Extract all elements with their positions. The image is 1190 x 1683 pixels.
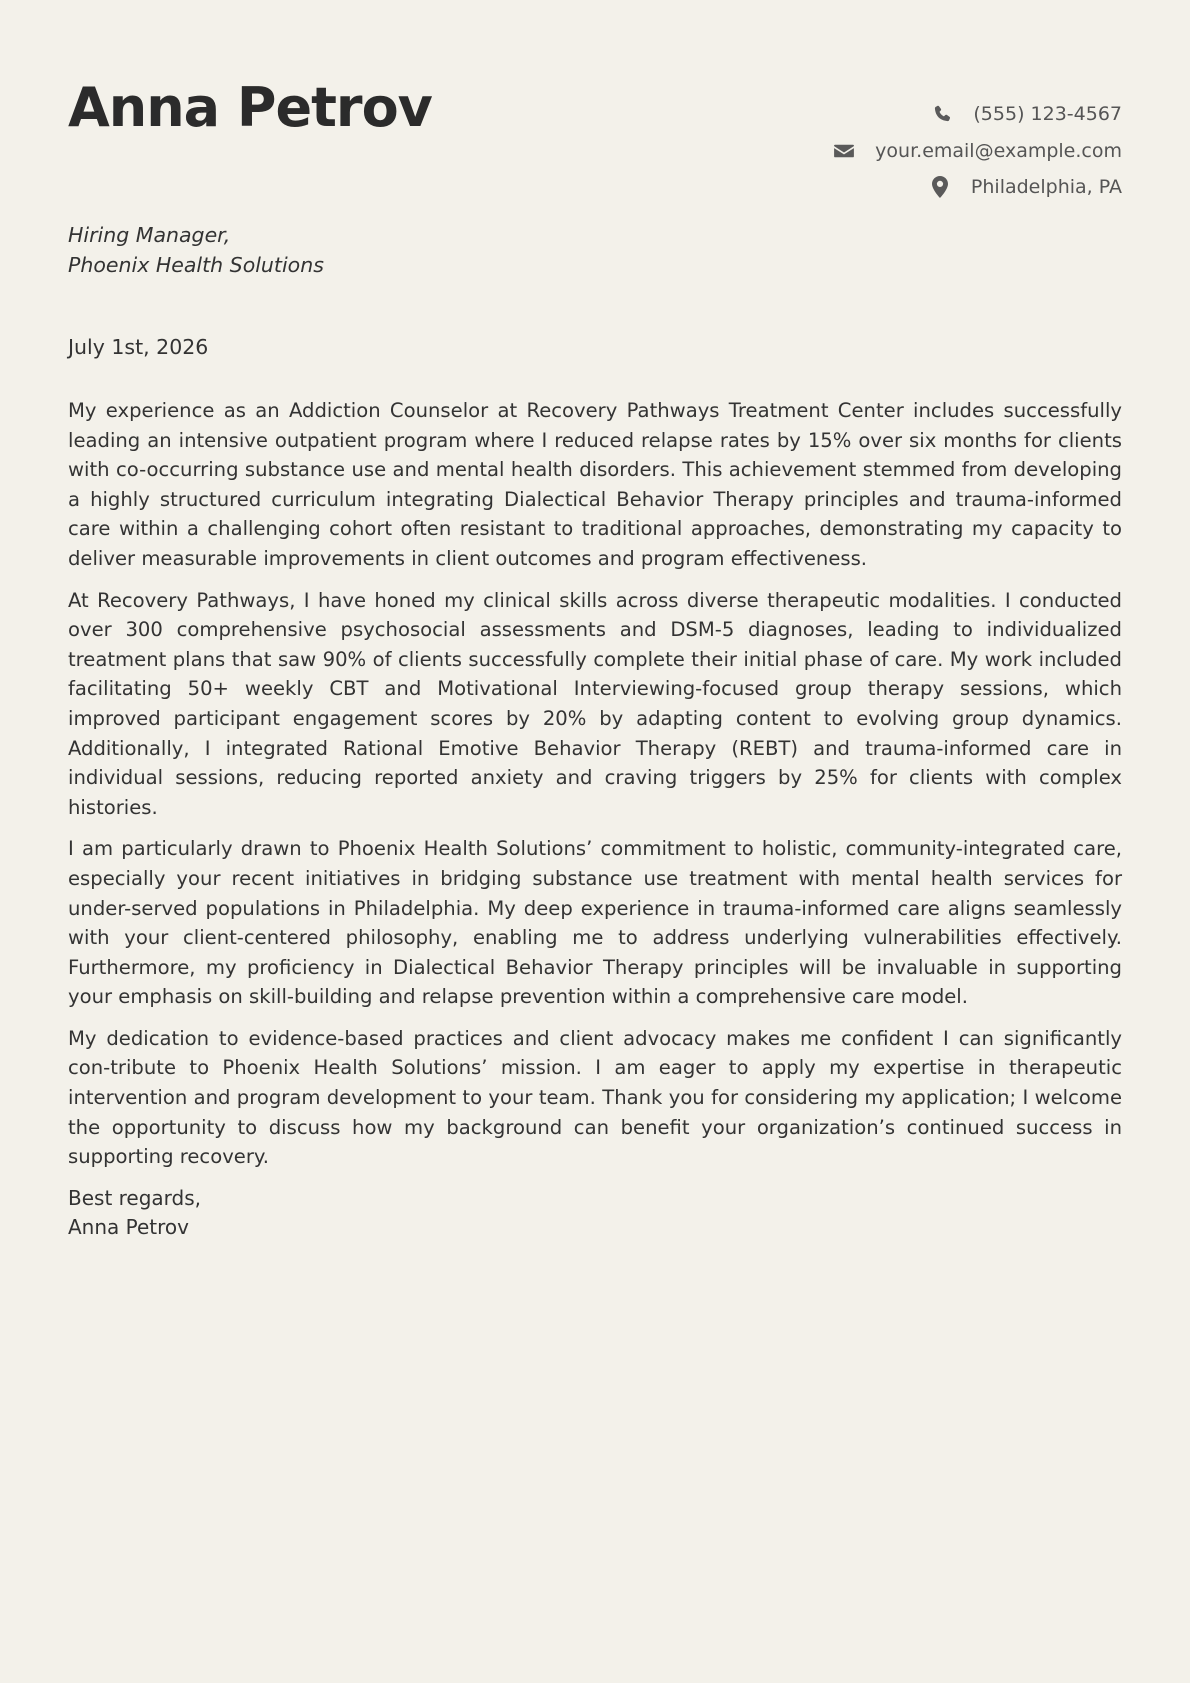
contact-phone: (555) 123-4567	[973, 103, 1122, 126]
contact-email: your.email@example.com	[875, 139, 1122, 162]
letter-header	[68, 0, 1122, 200]
contact-location: Philadelphia, PA	[970, 176, 1122, 199]
body-paragraph: My experience as an Addiction Counselor at Recovery Pathways Treatment Center includes successfully leading an intensive outpatient program where I reduced relapse rates by 15% over six months for clients with co-occurring substance use and mental health disorders. This achievement stemmed from developing a highly structured curriculum integrating Dialectical Behavior Therapy principles and trauma-informed care within a challenging cohort often resistant to traditional approaches, demonstrating my capacity to deliver measurable improvements in client outcomes and program effectiveness.	[68, 399, 1122, 570]
contact-location-row	[833, 169, 1122, 206]
applicant-name: Anna Petrov	[68, 76, 432, 139]
closing-signature: Anna Petrov	[68, 1215, 189, 1240]
letter-closing	[68, 1184, 1122, 1243]
closing-salutation: Best regards,	[68, 1185, 202, 1210]
contact-info	[833, 96, 1122, 206]
letter-body	[68, 396, 1122, 1243]
letter-date: July 1st, 2026	[68, 335, 209, 359]
recipient-company: Phoenix Health Solutions	[68, 253, 324, 277]
phone-icon	[931, 103, 953, 125]
envelope-icon	[833, 140, 855, 162]
recipient-title: Hiring Manager,	[68, 223, 231, 247]
body-paragraph: At Recovery Pathways, I have honed my clinical skills across diverse therapeutic modalities. I conducted over 300 comprehensive psychosocial assessments and DSM-5 diagnoses, leading to individualized treatment plans that saw 90% of clients successfully complete their initial phase of care. My work included facilitating 50+ weekly CBT and Motivational Interviewing-focused group therapy sessions, which improved participant engagement scores by 20% by adapting content to evolving group dynamics. Additionally, I integrated Rational Emotive Behavior Therapy (REBT) and trauma-informed care in individual sessions, reducing reported anxiety and craving triggers by 25% for clients with complex histories.	[68, 588, 1122, 819]
map-pin-icon	[929, 176, 951, 198]
recipient-block	[68, 220, 324, 280]
contact-email-row	[833, 133, 1122, 170]
contact-phone-row	[833, 96, 1122, 133]
body-paragraph: I am particularly drawn to Phoenix Health Solutions’ commitment to holistic, community-integrated care, especially your recent initiatives in bridging substance use treatment with mental health services for under-served populations in Philadelphia. My deep experience in trauma-informed care aligns seamlessly with your client-centered philosophy, enabling me to address underlying vulnerabilities effectively. Furthermore, my proficiency in Dialectical Behavior Therapy principles will be invaluable in supporting your emphasis on skill-building and relapse prevention within a comprehensive care model.	[68, 837, 1122, 1009]
body-paragraph: My dedication to evidence-based practices and client advocacy makes me confident I can significantly con-tribute to Phoenix Health Solutions’ mission. I am eager to apply my expertise in therapeutic intervention and program development to your team. Thank you for considering my application; I welcome the opportunity to discuss how my background can benefit your organization’s continued success in supporting recovery.	[68, 1026, 1122, 1169]
